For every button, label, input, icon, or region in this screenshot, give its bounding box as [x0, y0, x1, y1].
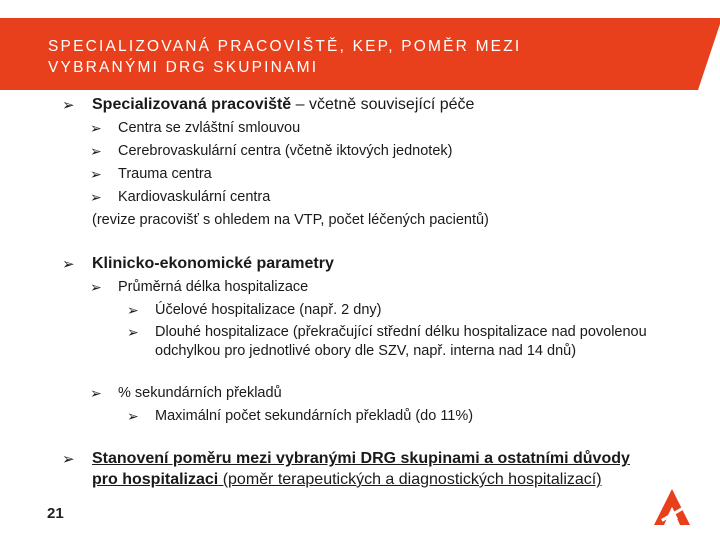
section2-sub1-item [127, 323, 672, 361]
section3-heading [62, 448, 652, 490]
section3-heading-bold: Stanovení poměru mezi vybranými DRG skupinami a ostatními důvody pro hospitalizaci [92, 450, 630, 488]
section2-subheading [90, 384, 690, 403]
section1-item-label: Centra se zvláštní smlouvou [118, 120, 301, 136]
arrow-bullet-icon: ➢ [127, 302, 139, 318]
section1-item-label: Cerebrovaskulární centra (včetně iktových jednotek) [118, 143, 453, 159]
arrow-bullet-icon: ➢ [62, 256, 75, 273]
section3-heading-rest: (poměr terapeutických a diagnostických hospitalizací) [218, 471, 602, 488]
section2-subheading [90, 278, 690, 297]
arrow-bullet-icon: ➢ [127, 408, 139, 424]
company-logo [652, 487, 692, 532]
page-number: 21 [47, 505, 64, 522]
section1-note: (revize pracovišť s ohledem na VTP, počet léčených pacientů) [92, 212, 489, 228]
section1-item-label: Trauma centra [118, 166, 212, 182]
arrow-bullet-icon: ➢ [90, 120, 102, 136]
section1-heading-rest: – včetně související péče [291, 96, 475, 113]
section2-sub2-item [127, 407, 687, 426]
section2-sub2-label: % sekundárních překladů [118, 385, 282, 401]
section1-item-label: Kardiovaskulární centra [118, 189, 271, 205]
section2-sub1-item-label: Dlouhé hospitalizace (překračující střední délku hospitalizace nad povolenou odchylkou pro jednotlivé obory dle SZV, např. interna nad 14 dnů) [155, 324, 647, 359]
page-title-line1: SPECIALIZOVANÁ PRACOVIŠTĚ, KEP, POMĚR MEZI [48, 38, 522, 55]
section1-item [90, 119, 690, 138]
arrow-bullet-icon: ➢ [90, 385, 102, 401]
section1-heading-bold: Specializovaná pracoviště [92, 96, 292, 113]
arrow-bullet-icon: ➢ [62, 97, 75, 114]
section2-sub1-label: Průměrná délka hospitalizace [118, 279, 309, 295]
section2-heading-label: Klinicko-ekonomické parametry [92, 255, 334, 272]
arrow-bullet-icon: ➢ [90, 189, 102, 205]
arrow-bullet-icon: ➢ [127, 324, 139, 340]
section1-item [90, 165, 690, 184]
section2-sub1-item [127, 301, 687, 320]
section2-heading [62, 253, 682, 274]
section1-item [90, 142, 690, 161]
arrow-bullet-icon: ➢ [90, 143, 102, 159]
section2-sub2-item-label: Maximální počet sekundárních překladů (do 11%) [155, 408, 474, 424]
section1-item [90, 188, 690, 207]
page-title-line2: VYBRANÝMI DRG SKUPINAMI [48, 59, 319, 76]
arrow-bullet-icon: ➢ [90, 279, 102, 295]
arrow-bullet-icon: ➢ [90, 166, 102, 182]
section1-heading [62, 94, 682, 115]
section2-sub1-item-label: Účelové hospitalizace (např. 2 dny) [155, 302, 382, 318]
arrow-bullet-icon: ➢ [62, 451, 75, 468]
logo-icon [652, 487, 692, 527]
